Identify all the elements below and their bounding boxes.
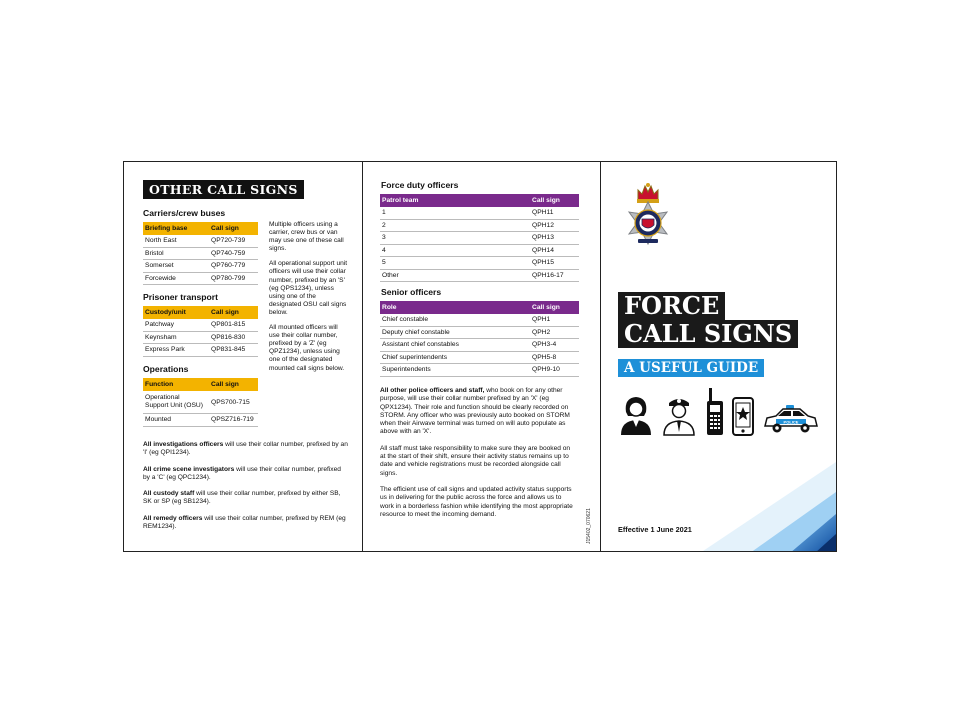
cell: Express Park — [143, 344, 209, 357]
cell: QPH15 — [530, 257, 579, 270]
col-header: Call sign — [209, 306, 258, 319]
note-bold: All investigations officers — [143, 441, 224, 448]
table-row — [143, 391, 258, 414]
table-row — [380, 364, 579, 377]
cell: QPH12 — [530, 219, 579, 232]
note-text: will use their collar number, prefixed by an 'I' (eg QPI1234). — [143, 441, 348, 457]
cell: 3 — [380, 232, 530, 245]
reference-code: J15402_070621 — [586, 508, 592, 544]
side-note: All operational support unit officers will use their collar number, prefixed by an 'S' (eg QPS1234), unless using one of the designated OSU call signs below. — [269, 260, 348, 316]
col-header: Function — [143, 378, 209, 391]
cell: Keynsham — [143, 331, 209, 344]
note-remedy — [143, 515, 348, 532]
cell: QPSZ716-719 — [209, 414, 258, 427]
officer-paragraphs — [380, 387, 576, 519]
cell: QPS700-715 — [209, 391, 258, 414]
table-row — [380, 232, 579, 245]
note-text: will use their collar number, prefixed by REM (eg REM1234). — [143, 514, 346, 531]
cell: Bristol — [143, 247, 209, 260]
table-header-row — [380, 194, 579, 207]
side-note: Multiple officers using a carrier, crew bus or van may use one of these call signs. — [269, 221, 344, 253]
carriers-table — [143, 222, 258, 285]
table-row — [143, 272, 258, 285]
staff-notes — [143, 441, 348, 531]
table-row — [380, 257, 579, 270]
table-row — [380, 314, 579, 326]
operations-table — [143, 378, 258, 427]
note-investigations — [143, 441, 348, 458]
cell: Forcewide — [143, 272, 209, 285]
table-header-row — [380, 301, 579, 314]
cell: QPH5-8 — [530, 351, 579, 364]
note-text: will use their collar number, prefixed by either SB, SK or SP (eg SB1234). — [143, 490, 341, 506]
paragraph-text: who book on for any other purpose, will use their collar number prefixed by an 'X' (eg QPX1234). Their role and function should be clearly recorded on STORM. Any officer who was previously auto booked on STORM when their Airwave terminal was turned on will auto populate as above with an 'X'. — [380, 387, 570, 436]
table-row — [380, 339, 579, 352]
paragraph-other-officers — [380, 387, 576, 437]
operations-heading: Operations — [143, 364, 189, 374]
corner-decoration — [600, 162, 836, 551]
cell: 2 — [380, 219, 530, 232]
note-custody — [143, 490, 348, 507]
table-row — [143, 260, 258, 273]
col-header: Call sign — [209, 222, 258, 235]
side-note: All mounted officers will use their collar number, prefixed by a 'Z' (eg QPZ1234), unless using one of the designated mounted call signs below. — [269, 324, 345, 372]
table-row — [380, 244, 579, 257]
title-line-2: CALL SIGNS — [618, 320, 798, 348]
table-row — [143, 344, 258, 357]
paragraph-responsibility: All staff must take responsibility to make sure they are booked on at the start of their shift, ensure their activity status remains up to date and vehicle registrations must be recorded alongside call signs. — [380, 444, 571, 477]
cell: QPH2 — [530, 326, 579, 339]
note-text: will use their collar number, prefixed by a 'C' (eg QPC1234). — [143, 465, 341, 481]
cell: 4 — [380, 244, 530, 257]
table-header-row — [143, 222, 258, 235]
effective-date: Effective 1 June 2021 — [618, 525, 692, 534]
title-line-1: FORCE — [618, 292, 725, 320]
duty-officers-table — [380, 194, 579, 282]
leaflet — [123, 161, 837, 552]
note-bold: All custody staff — [143, 490, 195, 498]
cell: 5 — [380, 257, 530, 270]
table-row — [380, 326, 579, 339]
table-row — [143, 319, 258, 331]
cell: QP801-815 — [209, 319, 258, 331]
note-bold: All crime scene investigators — [143, 465, 235, 473]
side-notes — [269, 221, 348, 380]
cell: QP816-830 — [209, 331, 258, 344]
col-header: Call sign — [530, 301, 579, 314]
paragraph-bold: All other police officers and staff, — [380, 387, 485, 394]
subtitle-badge: A USEFUL GUIDE — [618, 359, 764, 377]
cell: QPH3-4 — [530, 339, 579, 352]
cell: Patchway — [143, 319, 209, 331]
other-call-signs-banner: OTHER CALL SIGNS — [143, 180, 304, 199]
col-header: Briefing base — [143, 222, 209, 235]
cell: Operational Support Unit (OSU) — [143, 391, 209, 414]
cell: QPH16-17 — [530, 269, 579, 282]
col-header: Call sign — [530, 194, 579, 207]
note-bold: All remedy officers — [143, 514, 203, 522]
table-row — [380, 207, 579, 219]
cell: QP720-739 — [209, 235, 258, 247]
note-crime-scene — [143, 466, 348, 483]
cell: QP831-845 — [209, 344, 258, 357]
cell: Assistant chief constables — [380, 339, 530, 352]
table-row — [380, 351, 579, 364]
panel-cover — [600, 162, 836, 551]
cell: Superintendents — [380, 364, 530, 377]
cell: QPH14 — [530, 244, 579, 257]
table-header-row — [143, 378, 258, 391]
prisoner-table — [143, 306, 258, 357]
cell: Chief superintendents — [380, 351, 530, 364]
cell: QPH9-10 — [530, 364, 579, 377]
cell: Somerset — [143, 260, 209, 273]
cell: QPH11 — [530, 207, 579, 219]
cell: Chief constable — [380, 314, 530, 326]
table-row — [380, 219, 579, 232]
duty-officers-heading: Force duty officers — [381, 180, 459, 190]
panel-other-call-signs — [124, 162, 363, 551]
table-row — [143, 331, 258, 344]
cell: QPH13 — [530, 232, 579, 245]
col-header: Call sign — [209, 378, 258, 391]
cell: North East — [143, 235, 209, 247]
panel-officers — [362, 162, 601, 551]
cell: Other — [380, 269, 530, 282]
prisoner-heading: Prisoner transport — [143, 292, 218, 302]
table-row — [143, 235, 258, 247]
cell: QP780-799 — [209, 272, 258, 285]
cell: Deputy chief constable — [380, 326, 530, 339]
carriers-heading: Carriers/crew buses — [143, 208, 226, 218]
col-header: Custody/unit — [143, 306, 209, 319]
table-row — [143, 414, 258, 427]
table-header-row — [143, 306, 258, 319]
cell: QP760-779 — [209, 260, 258, 273]
cell: QPH1 — [530, 314, 579, 326]
table-row — [380, 269, 579, 282]
senior-officers-heading: Senior officers — [381, 287, 442, 297]
cell: QP740-759 — [209, 247, 258, 260]
paragraph-efficient-use: The efficient use of call signs and updated activity status supports us in delivering for the public across the force and allows us to work in a borderless fashion while identifying the most appropriate resource to meet the incoming demand. — [380, 485, 573, 518]
cell: Mounted — [143, 414, 209, 427]
cell: 1 — [380, 207, 530, 219]
col-header: Patrol team — [380, 194, 530, 207]
senior-officers-table — [380, 301, 579, 377]
table-row — [143, 247, 258, 260]
col-header: Role — [380, 301, 530, 314]
car-label: POLICE — [783, 419, 799, 425]
